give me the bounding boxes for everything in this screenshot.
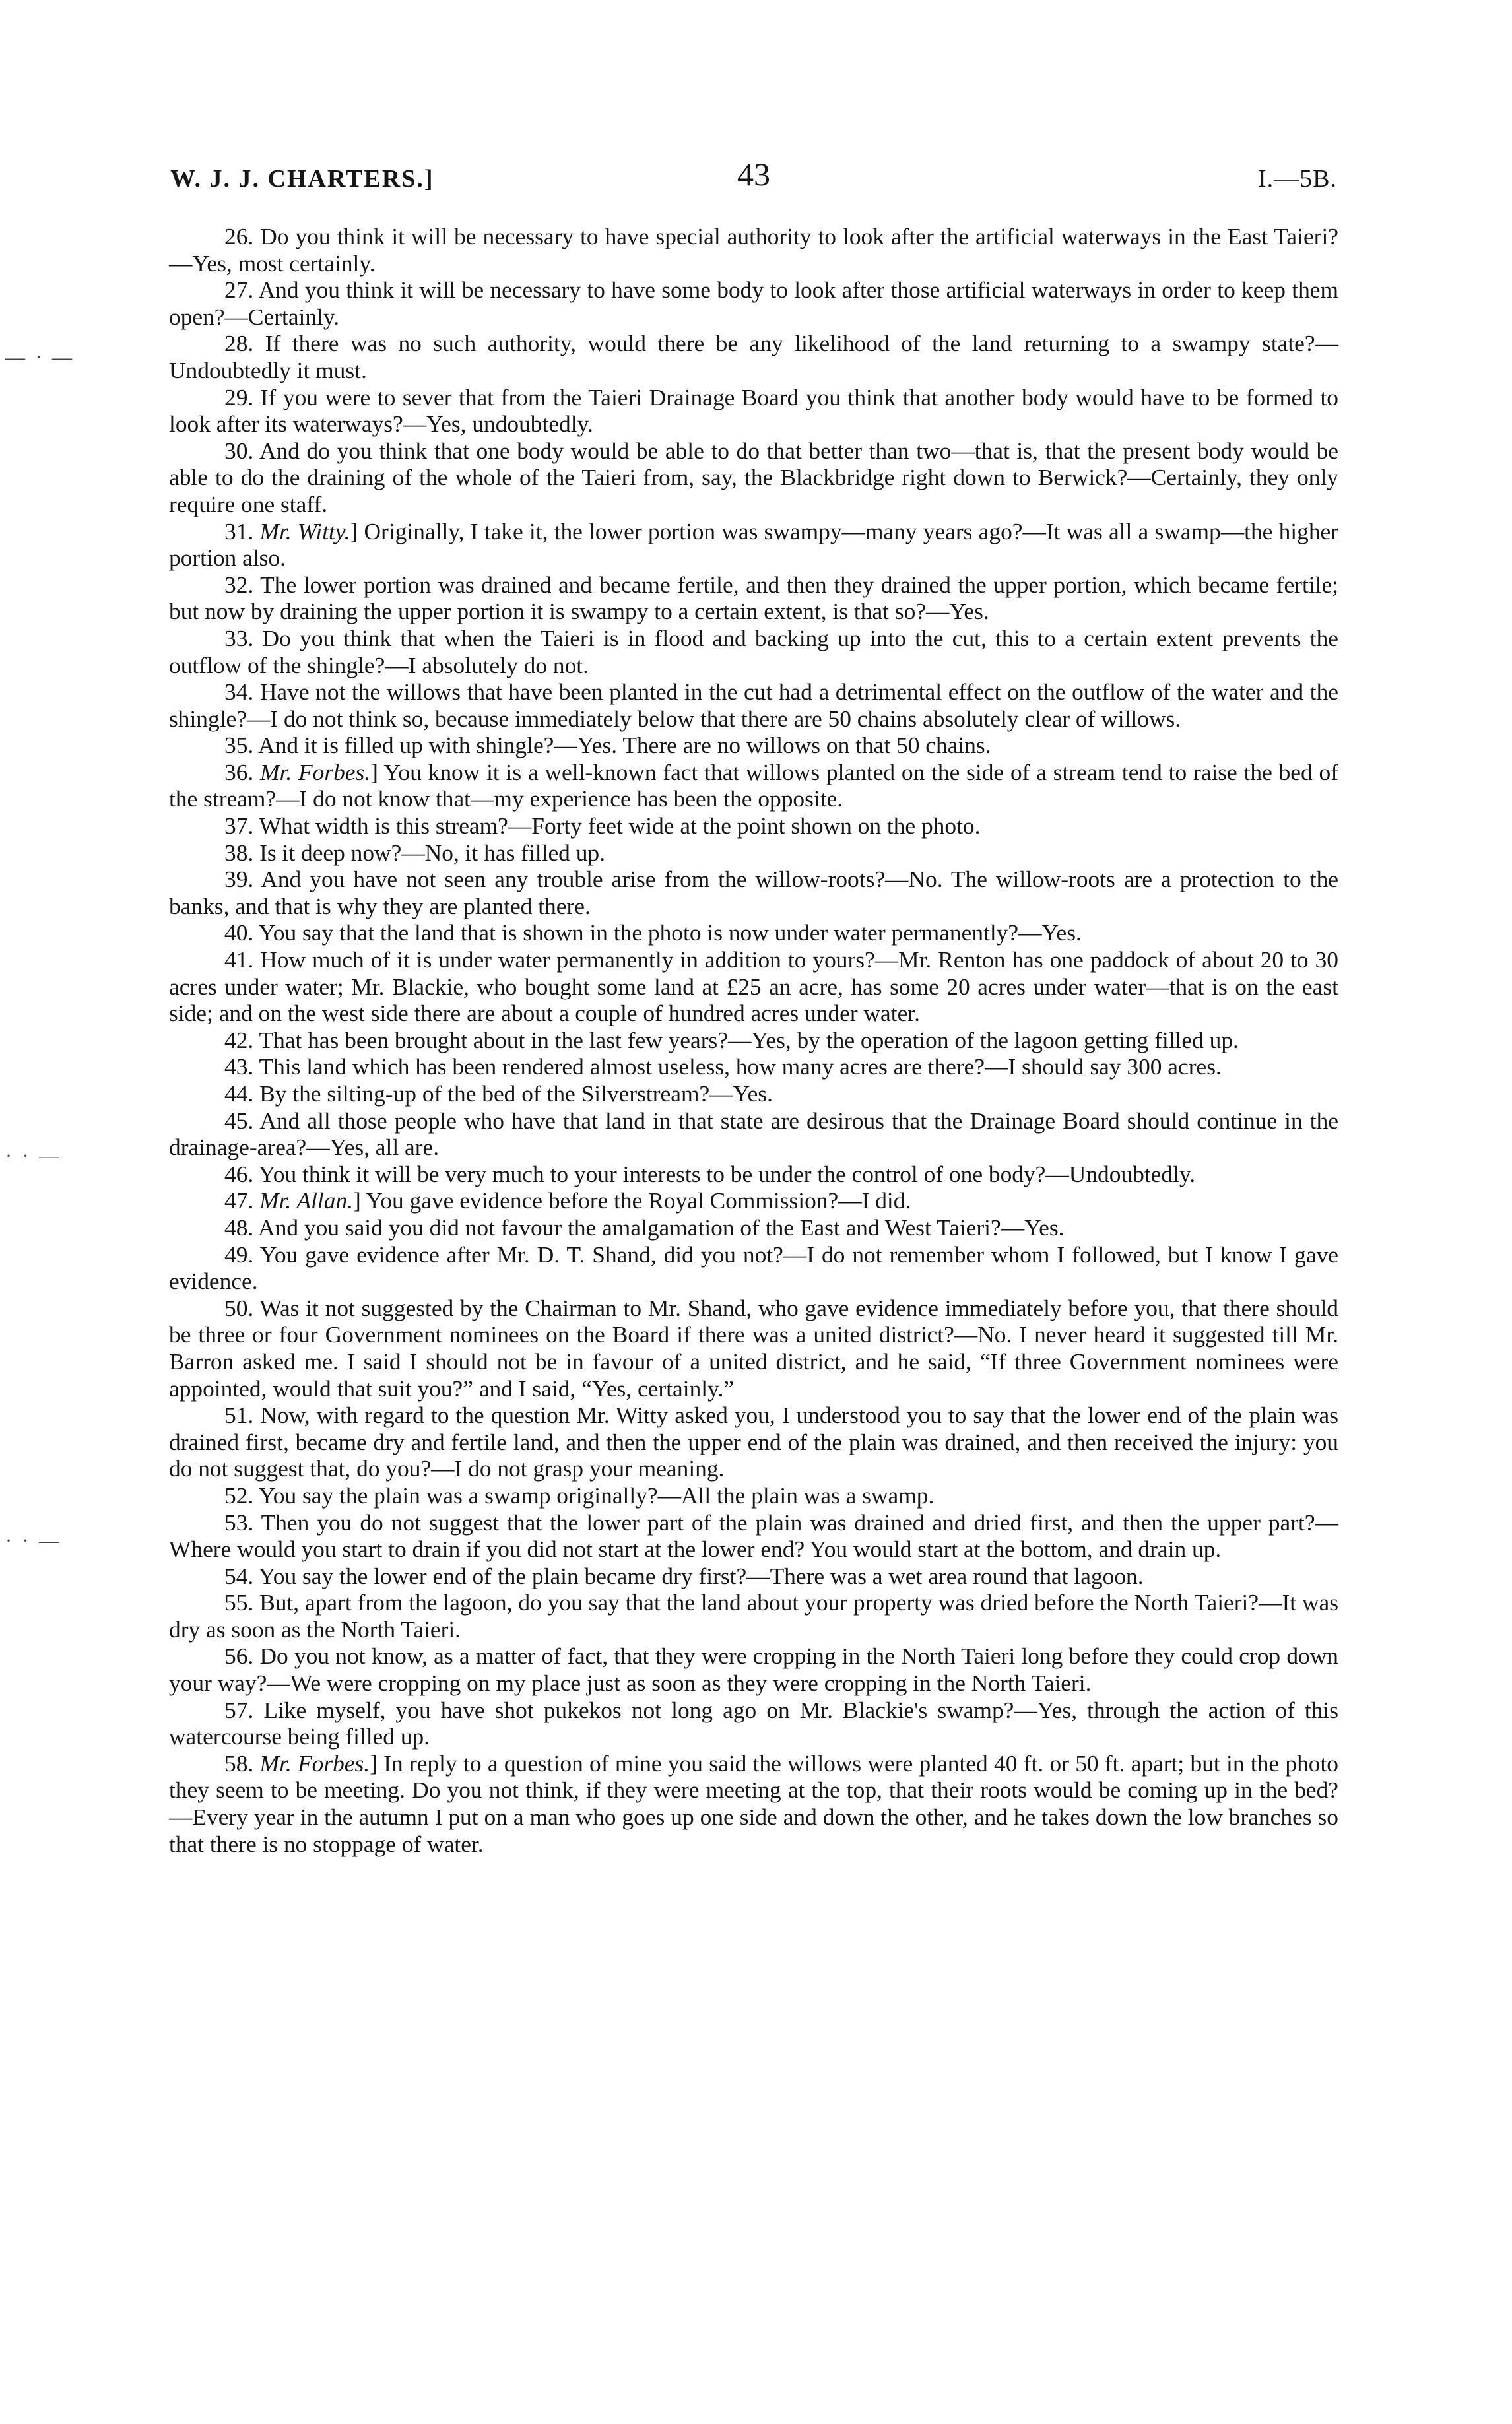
- margin-mark: — · —: [5, 346, 75, 368]
- testimony-paragraph: 32. The lower portion was drained and became fertile, and then they drained the upper portion, which became fertile; but now by draining the upper portion it is swampy to a certain extent, is that so?—Yes.: [169, 571, 1338, 625]
- testimony-paragraph: 48. And you said you did not favour the amalgamation of the East and West Taieri?—Yes.: [224, 1214, 1065, 1241]
- testimony-paragraph: 52. You say the plain was a swamp originally?—All the plain was a swamp.: [224, 1482, 935, 1509]
- testimony-paragraph: 56. Do you not know, as a matter of fact, that they were cropping in the North Taieri long before they could crop down your way?—We were cropping on my place just as soon as they were cropping in the North Taieri.: [169, 1643, 1338, 1697]
- testimony-paragraph: 41. How much of it is under water permanently in addition to yours?—Mr. Renton has one paddock of about 20 to 30 acres under water; Mr. Blackie, who bought some land at £25 an acre, has some 20 acres under water—that is on the east side; and on the west side there are about a couple of hundred acres under water.: [169, 946, 1338, 1027]
- testimony-paragraph: 34. Have not the willows that have been planted in the cut had a detrimental effect on the outflow of the water and the shingle?—I do not think so, because immediately below that there are 50 chains absolutely clear of willows.: [169, 678, 1338, 732]
- speaker-name: Mr. Forbes.: [260, 758, 371, 785]
- testimony-paragraph: 35. And it is filled up with shingle?—Yes. There are no willows on that 50 chains.: [224, 732, 991, 759]
- testimony-paragraph: 37. What width is this stream?—Forty feet wide at the point shown on the photo.: [224, 812, 981, 839]
- testimony-paragraph: 47. Mr. Allan.] You gave evidence before the Royal Commission?—I did.: [224, 1187, 911, 1214]
- speaker-name: Mr. Witty.: [259, 517, 350, 544]
- testimony-body: [169, 223, 1338, 1857]
- testimony-paragraph: 46. You think it will be very much to your interests to be under the control of one body?—Undoubtedly.: [224, 1160, 1196, 1187]
- testimony-paragraph: 42. That has been brought about in the last few years?—Yes, by the operation of the lagoon getting filled up.: [224, 1026, 1239, 1053]
- testimony-paragraph: 36. Mr. Forbes.] You know it is a well-known fact that willows planted on the side of a stream tend to raise the bed of the stream?—I do not know that—my experience has been the opposite.: [169, 758, 1338, 812]
- testimony-paragraph: 28. If there was no such authority, would there be any likelihood of the land returning to a swampy state?—Undoubtedly it must.: [169, 330, 1338, 383]
- page-header: [170, 155, 1337, 201]
- testimony-paragraph: 43. This land which has been rendered almost useless, how many acres are there?—I should say 300 acres.: [224, 1053, 1222, 1080]
- testimony-paragraph: 55. But, apart from the lagoon, do you say that the land about your property was dried before the North Taieri?—It was dry as soon as the North Taieri.: [169, 1589, 1338, 1643]
- margin-mark: · · —: [5, 1530, 61, 1552]
- page-number: 43: [737, 156, 770, 193]
- testimony-paragraph: 30. And do you think that one body would be able to do that better than two—that is, that the present body would be able to do the draining of the whole of the Taieri from, say, the Blackbridge right down to Berwick?—Certainly, they only require one staff.: [169, 437, 1338, 517]
- testimony-paragraph: 58. Mr. Forbes.] In reply to a question of mine you said the willows were planted 40 ft. or 50 ft. apart; but in the photo they seem to be meeting. Do you not think, if they were meeting at the top, that their roots would be coming up in the bed?—Every year in the autumn I put on a man who goes up one side and down the other, and he takes down the low branches so that there is no stoppage of water.: [169, 1750, 1339, 1857]
- speaker-name: Mr. Allan.: [259, 1187, 354, 1214]
- speaker-name: Mr. Forbes.: [259, 1750, 370, 1777]
- testimony-paragraph: 29. If you were to sever that from the Taieri Drainage Board you think that another body would have to be formed to look after its waterways?—Yes, undoubtedly.: [169, 383, 1338, 438]
- testimony-paragraph: 50. Was it not suggested by the Chairman to Mr. Shand, who gave evidence immediately before you, that there should be three or four Government nominees on the Board if there was a united district?—No. I never heard it suggested till Mr. Barron asked me. I said I should not be in favour of a united district, and he said, “If three Government nominees were appointed, would that suit you?” and I said, “Yes, certainly.”: [169, 1294, 1338, 1402]
- testimony-paragraph: 57. Like myself, you have shot pukekos not long ago on Mr. Blackie's swamp?—Yes, through the action of this watercourse being filled up.: [169, 1696, 1338, 1750]
- testimony-paragraph: 39. And you have not seen any trouble arise from the willow-roots?—No. The willow-roots are a protection to the banks, and that is why they are planted there.: [169, 866, 1338, 919]
- testimony-paragraph: 45. And all those people who have that land in that state are desirous that the Drainage Board should continue in the drainage-area?—Yes, all are.: [169, 1107, 1338, 1161]
- testimony-paragraph: 33. Do you think that when the Taieri is in flood and backing up into the cut, this to a certain extent prevents the outflow of the shingle?—I absolutely do not.: [169, 624, 1338, 678]
- testimony-paragraph: 27. And you think it will be necessary to have some body to look after those artificial waterways in order to keep them open?—Certainly.: [169, 277, 1338, 330]
- testimony-paragraph: 54. You say the lower end of the plain became dry first?—There was a wet area round that lagoon.: [224, 1562, 1144, 1589]
- testimony-paragraph: 31. Mr. Witty.] Originally, I take it, the lower portion was swampy—many years ago?—It was all a swamp—the higher portion also.: [169, 517, 1339, 572]
- testimony-paragraph: 38. Is it deep now?—No, it has filled up.: [224, 839, 605, 866]
- testimony-paragraph: 53. Then you do not suggest that the lower part of the plain was drained and dried first, and then the upper part?—Where would you start to drain if you did not start at the lower end? You would start at the bottom, and drain up.: [169, 1509, 1338, 1563]
- document-reference: I.—5B.: [1258, 165, 1337, 193]
- testimony-paragraph: 44. By the silting-up of the bed of the Silverstream?—Yes.: [224, 1080, 773, 1107]
- margin-mark: · · —: [5, 1145, 61, 1167]
- testimony-paragraph: 26. Do you think it will be necessary to have special authority to look after the artificial waterways in the East Taieri?—Yes, most certainly.: [169, 223, 1338, 277]
- testimony-paragraph: 51. Now, with regard to the question Mr. Witty asked you, I understood you to say that the lower end of the plain was drained first, became dry and fertile land, and then the upper end of the plain was drained, and then received the injury: you do not suggest that, do you?—I do not grasp your meaning.: [169, 1402, 1338, 1482]
- testimony-paragraph: 40. You say that the land that is shown in the photo is now under water permanently?—Yes.: [224, 919, 1082, 946]
- witness-name: W. J. J. CHARTERS.]: [170, 165, 434, 193]
- testimony-paragraph: 49. You gave evidence after Mr. D. T. Shand, did you not?—I do not remember whom I followed, but I know I gave evidence.: [169, 1241, 1338, 1295]
